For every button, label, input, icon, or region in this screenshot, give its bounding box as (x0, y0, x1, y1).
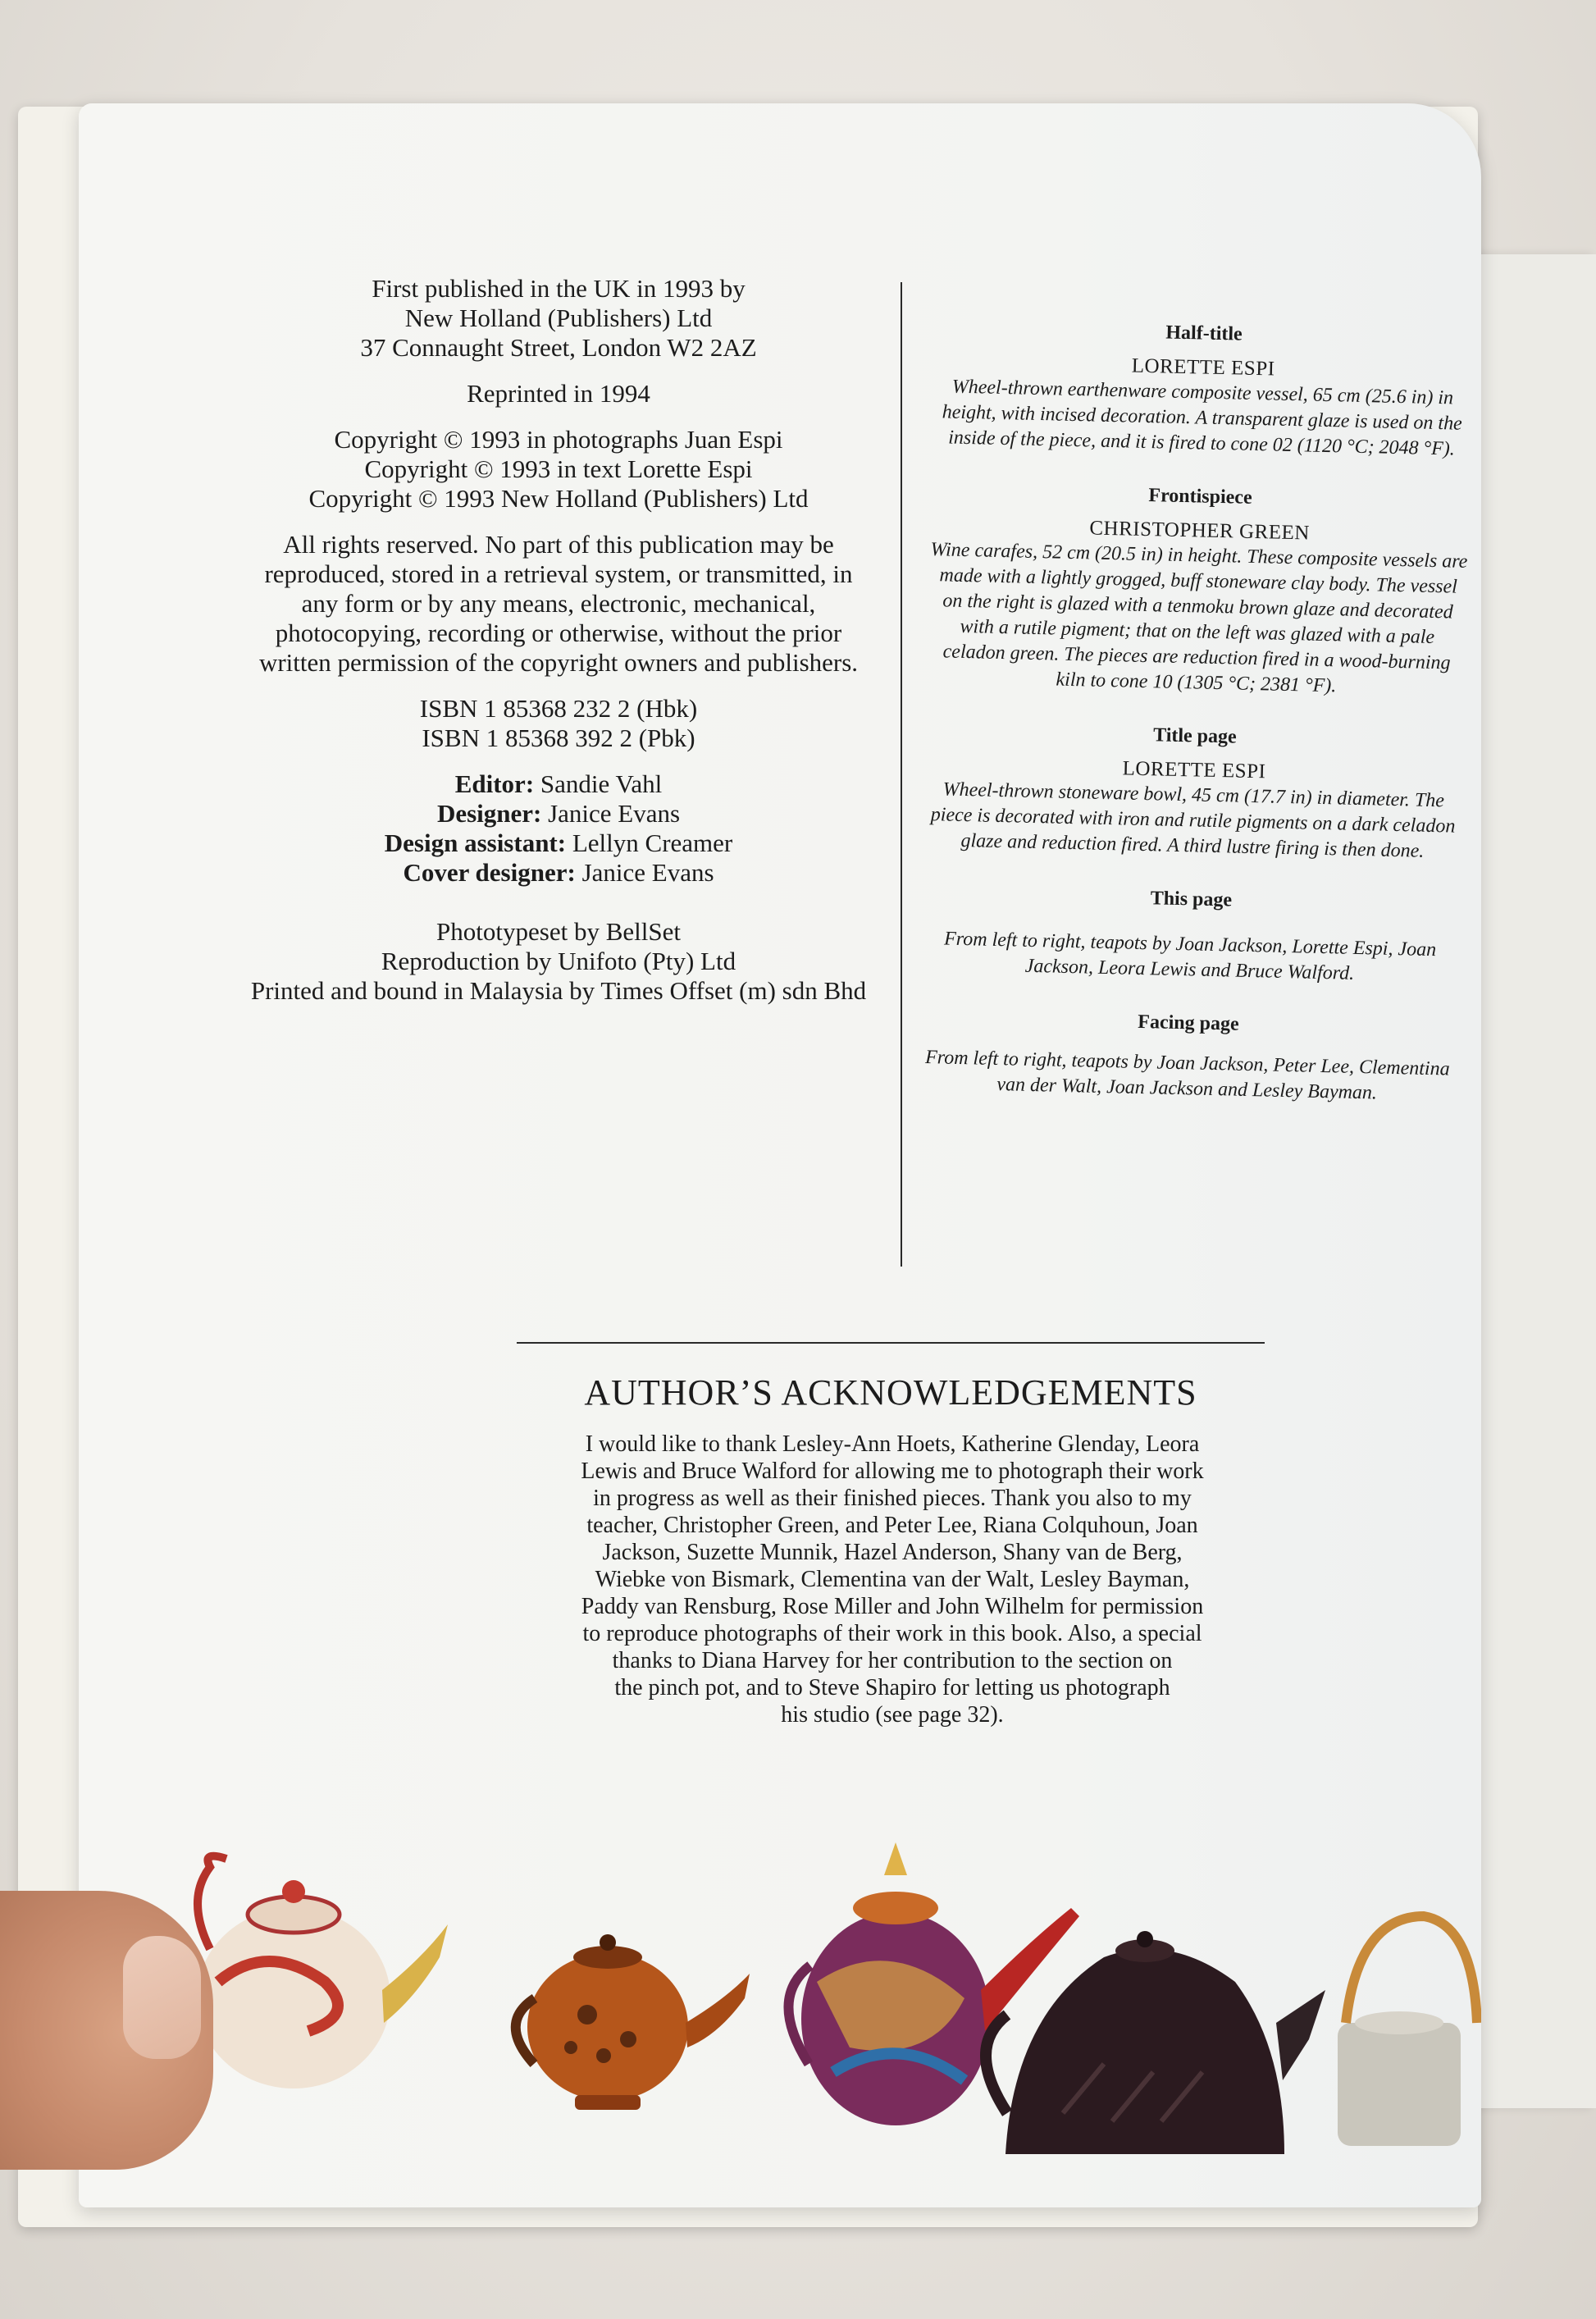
caption-facing-page (914, 1005, 1461, 1108)
copyright-line: Copyright © 1993 New Holland (Publishers) Ltd (308, 484, 809, 513)
caption-heading: Half-title (1165, 322, 1243, 345)
production-line: Reproduction by Unifoto (Pty) Ltd (381, 947, 736, 975)
credit-name: Janice Evans (575, 858, 714, 887)
rights-line: any form or by any means, electronic, mechanical, (301, 589, 816, 618)
isbn-line: ISBN 1 85368 232 2 (Hbk) (419, 694, 698, 723)
teapot-photo-strip (79, 1752, 1481, 2179)
credit-role: Cover designer: (403, 858, 576, 887)
caption-artist: LORETTE ESPI (1131, 354, 1275, 381)
rights-line: photocopying, recording or otherwise, without the prior (275, 619, 842, 647)
acknowledgements-title: AUTHOR’S ACKNOWLEDGEMENTS (584, 1372, 1197, 1413)
caption-heading: Facing page (1138, 1011, 1239, 1035)
credit-name: Janice Evans (541, 799, 681, 828)
acknowledgements-rule (517, 1342, 1265, 1344)
imprint-column (185, 274, 932, 1022)
credit-line (185, 769, 932, 799)
credit-role: Design assistant: (384, 829, 567, 857)
credit-role: Designer: (436, 799, 542, 828)
teapot-image (1338, 1916, 1477, 2146)
caption-text: From left to right, teapots by Joan Jackson, Peter Lee, Clementina van der Walt, Joan Jackson and Lesley Bayman. (924, 1047, 1450, 1104)
caption-heading: This page (1150, 888, 1233, 911)
caption-heading: Title page (1152, 724, 1237, 748)
copyright-block (185, 425, 932, 514)
production-block (185, 917, 932, 1006)
publication-line: First published in the UK in 1993 by (372, 274, 746, 303)
thumbnail-nail (123, 1936, 201, 2059)
publication-line: 37 Connaught Street, London W2 2AZ (360, 333, 757, 362)
credit-line (185, 829, 932, 858)
caption-title-page (919, 718, 1468, 865)
credit-name: Sandie Vahl (534, 769, 663, 798)
caption-artist: CHRISTOPHER GREEN (1089, 517, 1311, 545)
reprint-line: Reprinted in 1994 (467, 379, 650, 408)
caption-text: Wheel-thrown earthenware composite vessel, 65 cm (25.6 in) in height, with incised decoration. A transparent glaze is used on the inside of the piece, and it is fired to cone 02 (1120 °C; 2048 °F). (942, 376, 1463, 460)
credits-block (185, 769, 932, 888)
credit-role: Editor: (454, 769, 535, 798)
production-line: Phototypeset by BellSet (436, 917, 681, 946)
caption-this-page (917, 881, 1464, 989)
rights-line: written permission of the copyright owners and publishers. (258, 648, 859, 677)
caption-heading: Frontispiece (1148, 485, 1252, 509)
facing-page-edge (1476, 254, 1596, 2108)
publisher-block (185, 274, 932, 363)
teapot-image (516, 1934, 750, 2110)
teapot-image (189, 1856, 448, 2088)
caption-frontispiece (923, 478, 1474, 702)
caption-text: Wine carafes, 52 cm (20.5 in) in height. These composite vessels are made with a lightly grogged, buff stoneware clay body. The vessel on the right is glazed with a tenmoku brown glaze and decorated with a rutile pigment; that on the left was glazed with a pale celadon green. The pieces are reduction fired in a wood-burning kiln to cone 10 (1305 °C; 2381 °F). (930, 539, 1468, 697)
book-page (79, 103, 1481, 2207)
credit-line (185, 799, 932, 829)
credit-line (185, 858, 932, 888)
caption-half-title (928, 315, 1477, 463)
isbn-block (185, 694, 932, 753)
column-divider (901, 282, 902, 1267)
publication-line: New Holland (Publishers) Ltd (404, 304, 713, 332)
reprint-block (185, 379, 932, 409)
rights-line: All rights reserved. No part of this publication may be (283, 530, 834, 559)
caption-artist: LORETTE ESPI (1122, 757, 1266, 783)
copyright-line: Copyright © 1993 in text Lorette Espi (364, 454, 753, 483)
rights-block (185, 530, 932, 678)
caption-text: Wheel-thrown stoneware bowl, 45 cm (17.7 in) in diameter. The piece is decorated with iron and rutile pigments on a dark celadon glaze and reduction fired. A third lustre firing is then done. (930, 778, 1456, 862)
isbn-line: ISBN 1 85368 392 2 (Pbk) (422, 724, 695, 752)
caption-text: From left to right, teapots by Joan Jackson, Lorette Espi, Joan Jackson, Leora Lewis and Bruce Walford. (943, 928, 1437, 984)
acknowledgements-body: I would like to thank Lesley-Ann Hoets, Katherine Glenday, Leora Lewis and Bruce Walford for allowing me to photograph their work in progress as well as their finished pieces. Thank you also to my teacher, Christopher Green, and Peter Lee, Riana Colquhoun, Joan Jackson, Suzette Munnik, Hazel Anderson, Shany van de Berg, Wiebke von Bismark, Clementina van der Walt, Lesley Bayman, Paddy van Rensburg, Rose Miller and John Wilhelm for permission to reproduce photographs of their work in this book. Also, a special thanks to Diana Harvey for her contribution to the section on the pinch pot, and to Steve Shapiro for letting us photograph his studio (see page 32). (581, 1431, 1204, 1728)
captions-column (914, 315, 1477, 1136)
credit-name: Lellyn Creamer (566, 829, 733, 857)
copyright-line: Copyright © 1993 in photographs Juan Espi (334, 425, 783, 454)
rights-line: reproduced, stored in a retrieval system, or transmitted, in (264, 559, 853, 588)
production-line: Printed and bound in Malaysia by Times Offset (m) sdn Bhd (250, 976, 867, 1005)
